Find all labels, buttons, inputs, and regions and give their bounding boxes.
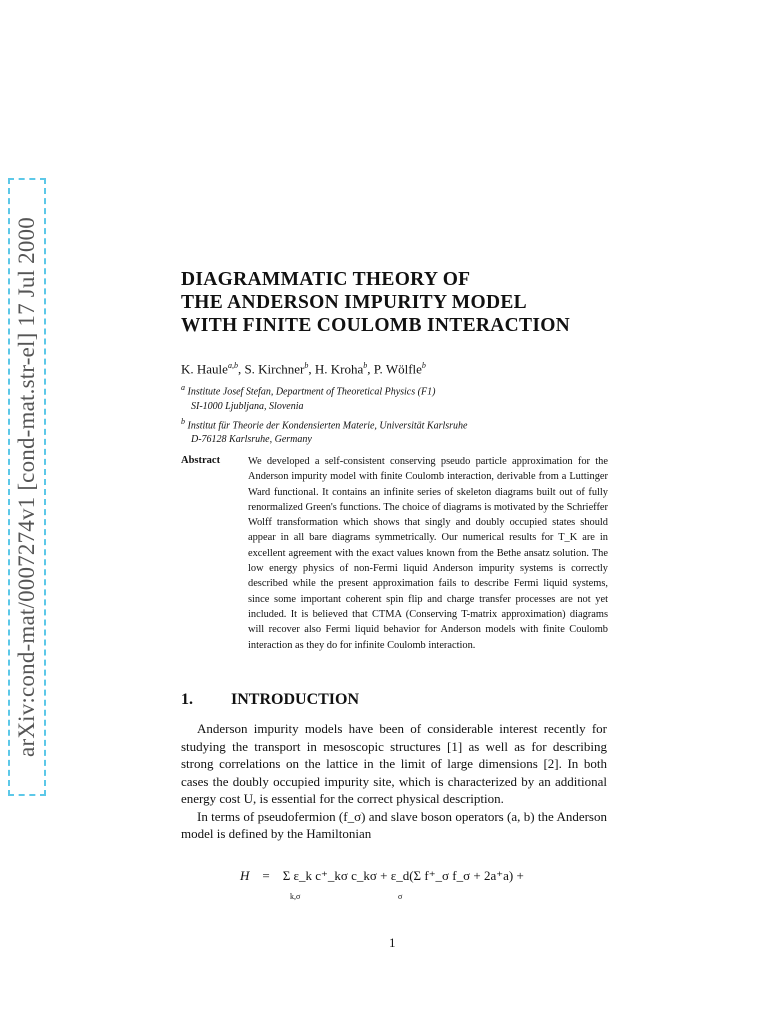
affiliation-b-line-2: D-76128 Karlsruhe, Germany [191,434,312,445]
author-affil-mark: a,b [227,361,238,370]
title-line-2: THE ANDERSON IMPURITY MODEL [181,292,527,313]
paragraph: Anderson impurity models have been of considerable interest recently for studying the transport in mesoscopic structures [1] as well as for describing strong correlations on the lattice in the limit of large dimensions [2]. In both cases the doubly occupied impurity site, which is characterized by an additional energy cost U, is essential for the correct physical description. [181,721,607,806]
affiliation-b-line-1: $^b$ Institut für Theorie der Kondensierten Materie, Universität Karlsruhe [181,417,468,432]
abstract-label: Abstract [181,455,221,466]
author-name: P. Wölfle [373,361,422,377]
author-list: K. Haule$^{a,b}$, S. Kirchner$^b$, H. Kroha$^b$, P. Wölfle$^b$ [181,361,426,377]
title-line-3: WITH FINITE COULOMB INTERACTION [181,315,571,336]
page-number: 1 [389,935,396,950]
equation-rhs: Σ ε_k c⁺_kσ c_kσ + ε_d(Σ f⁺_σ f_σ + 2a⁺a) + [282,868,524,883]
author-affil-mark: b [421,361,426,370]
section-number: 1. [181,691,193,708]
title-line-1: DIAGRAMMATIC THEORY OF [181,269,471,290]
author-name: H. Kroha [314,361,364,377]
sum-subscript: k,σ [290,892,301,901]
affiliation-mark: b [181,417,185,426]
section-heading [181,691,359,709]
sum-subscript: σ [398,892,403,901]
arxiv-stamp [8,178,46,796]
paragraph: In terms of pseudofermion (f_σ) and slave boson operators (a, b) the Anderson model is defined by the Hamiltonian [181,808,607,841]
author-name: K. Haule [181,361,228,377]
section-title: INTRODUCTION [231,691,360,708]
affiliation-a-line-2: SI-1000 Ljubljana, Slovenia [191,401,304,412]
affiliation-mark: a [181,383,185,392]
arxiv-identifier: arXiv:cond-mat/0007274v1 [cond-mat.str-el] 17 Jul 2000 [14,217,39,757]
author-name: S. Kirchner [244,361,305,377]
introduction-body [181,720,607,843]
paper-title [181,268,661,337]
affiliation-a-line-1: $^a$ Institute Josef Stefan, Department of Theoretical Physics (F1) [181,383,436,398]
abstract-text: We developed a self-consistent conserving pseudo particle approximation for the Anderson impurity model with finite Coulomb interaction, derivable from a Luttinger Ward functional. It contains an infinite series of skeleton diagrams built out of fully renormalized Green's functions. The choice of diagrams is motivated by the Schrieffer Wolff transformation which shows that singly and doubly occupied states should appear in all bare diagrams symmetrically. Our numerical results for T_K are in excellent agreement with the exact values known from the Bethe ansatz solution. The low energy physics of non-Fermi liquid Anderson impurity systems is correctly described while the present approximation fails to describe Fermi liquid systems, since some important coherent spin flip and charge transfer processes are not yet included. It is believed that CTMA (Conserving T-matrix approximation) diagrams will recover also Fermi liquid behavior for Anderson models with finite Coulomb interaction as they do for infinite Coulomb interaction. [248,456,608,651]
hamiltonian-equation [240,868,524,901]
author-affil-mark: b [304,361,309,370]
author-affil-mark: b [363,361,368,370]
equation-sign: = [262,868,270,883]
equation-lhs: H [240,868,250,883]
